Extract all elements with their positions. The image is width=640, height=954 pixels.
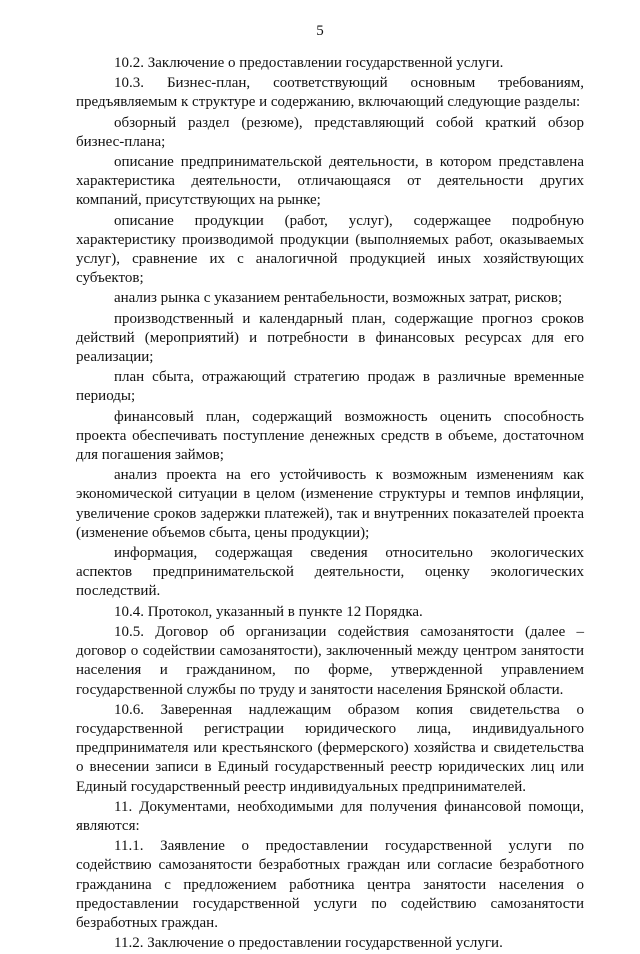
document-body [76,54,584,954]
list-item-ecology-info: информация, содержащая сведения относительно экологических аспектов предпринимательской деятельности, оценку экологических последствий. [76,545,584,600]
list-item-product-description: описание продукции (работ, услуг), содержащее подробную характеристику производимой продукции (выполняемых работ, оказываемых услуг), сравнение их с аналогичной продукцией иных хозяйствующих субъектов; [76,212,584,287]
list-item-financial-plan: финансовый план, содержащий возможность оценить способность проекта обеспечивать поступление денежных средств в объеме, достаточном для погашения займов; [76,408,584,464]
paragraph-10-3: 10.3. Бизнес-план, соответствующий основным требованиям, предъявляемым к структуре и содержанию, включающий следующие разделы: [76,75,584,111]
list-item-sales-plan: план сбыта, отражающий стратегию продаж в различные временные периоды; [76,369,584,405]
paragraph-10-6: 10.6. Заверенная надлежащим образом копия свидетельства о государственной регистрации юридического лица, индивидуального предпринимателя или крестьянского (фермерского) хозяйства и свидетельства о внесении записи в Единый государственный реестр юридических лиц или Единый государственный реестр индивидуальных предпринимателей. [76,701,584,795]
list-item-business-description: описание предпринимательской деятельности, в котором представлена характеристика деятельности, отличающаяся от деятельности других компаний, присутствующих на рынке; [76,154,584,209]
paragraph-11-1: 11.1. Заявление о предоставлении государственной услуги по содействию самозанятости безработных граждан или согласие безработного гражданина с предложением работника центра занятости населения о предоставлении государственной услуги по содействию самозанятости безработных граждан. [76,838,584,931]
list-item-market-analysis: анализ рынка с указанием рентабельности, возможных затрат, рисков; [114,290,563,307]
list-item-production-plan: производственный и календарный план, содержащие прогноз сроков действий (мероприятий) и потребности в финансовых ресурсах для его реализации; [76,310,584,366]
paragraph-10-4: 10.4. Протокол, указанный в пункте 12 Порядка. [114,603,423,620]
paragraph-11: 11. Документами, необходимыми для получения финансовой помощи, являются: [76,798,584,834]
paragraph-11-2: 11.2. Заключение о предоставлении государственной услуги. [114,935,503,952]
paragraph-10-2: 10.2. Заключение о предоставлении государственной услуги. [114,55,504,71]
page-number: 5 [316,23,324,39]
paragraph-10-5: 10.5. Договор об организации содействия самозанятости (далее – договор о содействии самозанятости), заключенный между центром занятости населения и гражданином, по форме, утвержденной управлением государственной службы по труду и занятости населения Брянской области. [76,623,584,698]
list-item-stability-analysis: анализ проекта на его устойчивость к возможным изменениям как экономической ситуации в целом (изменение структуры и темпов инфляции, увеличение сроков задержки платежей), так и внутренних показателей проекта (изменение объемов сбыта, цены продукции); [76,467,584,541]
list-item-summary: обзорный раздел (резюме), представляющий собой краткий обзор бизнес-плана; [76,114,584,150]
